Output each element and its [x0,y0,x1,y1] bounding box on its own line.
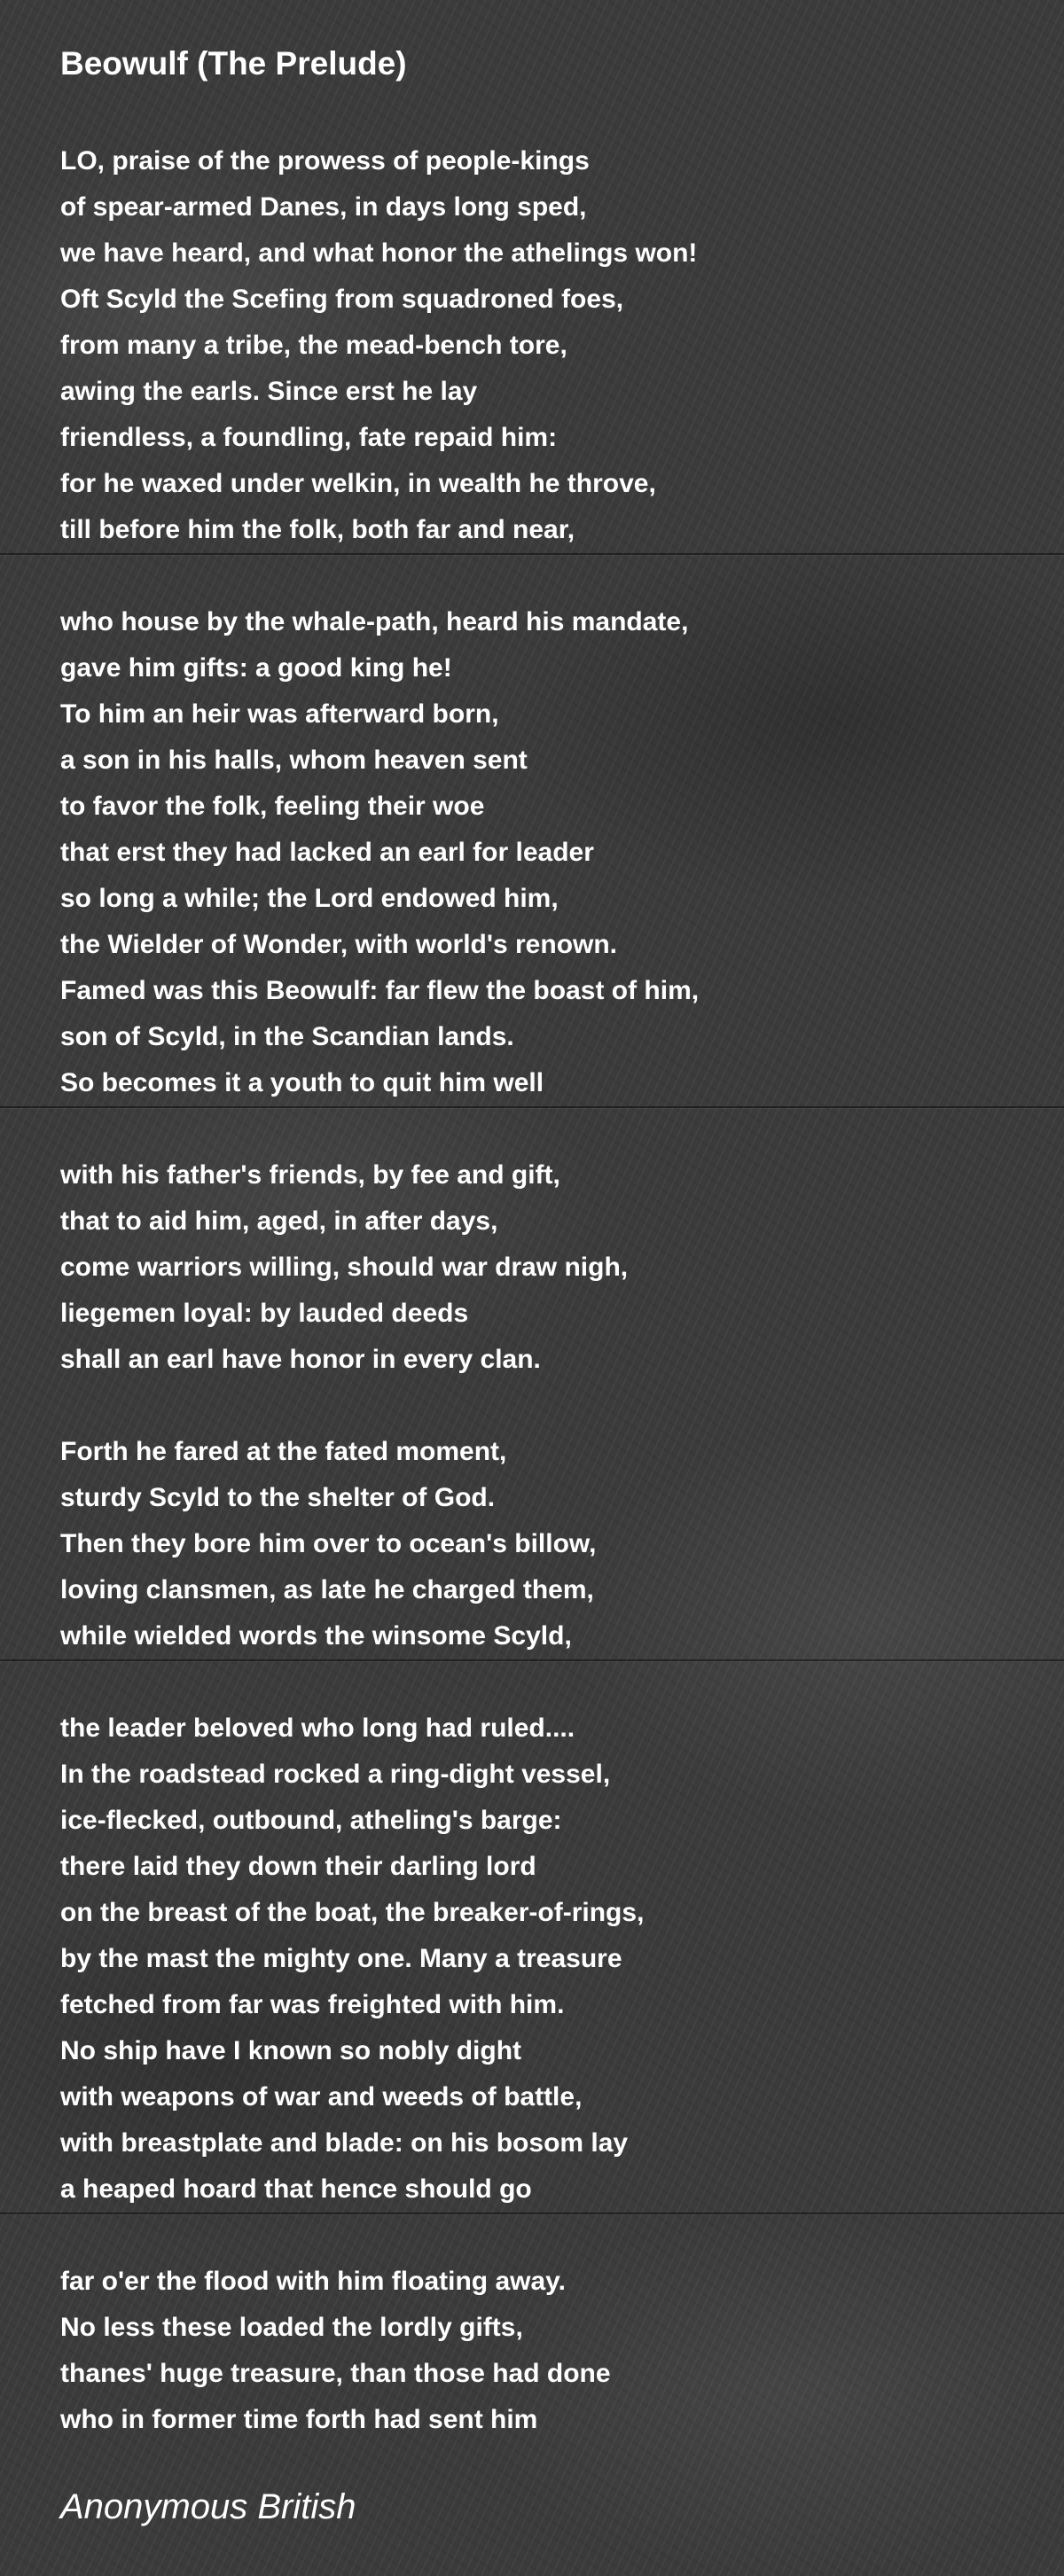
poem-line: till before him the folk, both far and near, [60,515,575,544]
poem-line: So becomes it a youth to quit him well [60,1068,544,1097]
poem-line: to favor the folk, feeling their woe [60,792,485,821]
poem-line: come warriors willing, should war draw nigh, [60,1253,629,1282]
poem-line: we have heard, and what honor the athelings won! [60,238,698,268]
poem-line: fetched from far was freighted with him. [60,1990,565,2019]
poem-line: Then they bore him over to ocean's billow, [60,1529,597,1558]
poem-stanza [60,138,1036,553]
poem-line: thanes' huge treasure, than those had done [60,2359,611,2388]
poem-line: far o'er the flood with him floating away. [60,2267,566,2296]
poem-line: sturdy Scyld to the shelter of God. [60,1483,496,1512]
poem-line: a son in his halls, whom heaven sent [60,745,528,775]
poem-line: the Wielder of Wonder, with world's renown. [60,930,618,959]
poem-line: who house by the whale-path, heard his mandate, [60,607,689,636]
poem-line: To him an heir was afterward born, [60,699,499,729]
poem-line: while wielded words the winsome Scyld, [60,1621,572,1651]
poem-line: Forth he fared at the fated moment, [60,1437,507,1466]
poem-line: a heaped hoard that hence should go [60,2174,532,2204]
poem-line: Famed was this Beowulf: far flew the boast of him, [60,976,700,1005]
poem-stanza [60,1152,1036,1383]
poem-line: with weapons of war and weeds of battle, [60,2082,583,2112]
poem-line: In the roadstead rocked a ring-dight vessel, [60,1760,611,1789]
poem-line: shall an earl have honor in every clan. [60,1345,541,1374]
poem-line: LO, praise of the prowess of people-kings [60,146,590,176]
poem-line: the leader beloved who long had ruled.... [60,1713,575,1743]
poem-line: that to aid him, aged, in after days, [60,1206,498,1236]
poem-body [60,138,1036,2489]
poem-line: on the breast of the boat, the breaker-of-rings, [60,1898,645,1927]
poem-stanza [60,599,1036,1106]
poem-line: awing the earls. Since erst he lay [60,377,478,406]
poem-line: loving clansmen, as late he charged them, [60,1575,594,1604]
poem-line: by the mast the mighty one. Many a treasure [60,1944,622,1973]
poem-line: No less these loaded the lordly gifts, [60,2313,523,2342]
poem-line: friendless, a foundling, fate repaid him: [60,423,558,452]
poem-line: of spear-armed Danes, in days long sped, [60,192,587,222]
poem-line: ice-flecked, outbound, atheling's barge: [60,1806,562,1835]
poem-line: No ship have I known so nobly dight [60,2036,522,2065]
poem-line: Oft Scyld the Scefing from squadroned foes, [60,285,624,314]
poem-line: that erst they had lacked an earl for leader [60,838,594,867]
poem-line: liegemen loyal: by lauded deeds [60,1299,469,1328]
poem-line: for he waxed under welkin, in wealth he throve, [60,469,656,498]
poem-line: from many a tribe, the mead-bench tore, [60,331,567,360]
poem-line: so long a while; the Lord endowed him, [60,884,559,913]
poem-stanza [60,1706,1036,2213]
poem-line: gave him gifts: a good king he! [60,653,452,683]
poem-stanza [60,2259,1036,2443]
poem-line: there laid they down their darling lord [60,1852,536,1881]
poem-line: who in former time forth had sent him [60,2405,538,2434]
poem-line: with breastplate and blade: on his bosom lay [60,2128,629,2158]
poem-title: Beowulf (The Prelude) [60,45,407,82]
poem-line: with his father's friends, by fee and gift, [60,1160,560,1190]
poem-stanza [60,1429,1036,1659]
poem-line: son of Scyld, in the Scandian lands. [60,1022,514,1051]
poem-author: Anonymous British [60,2487,356,2526]
